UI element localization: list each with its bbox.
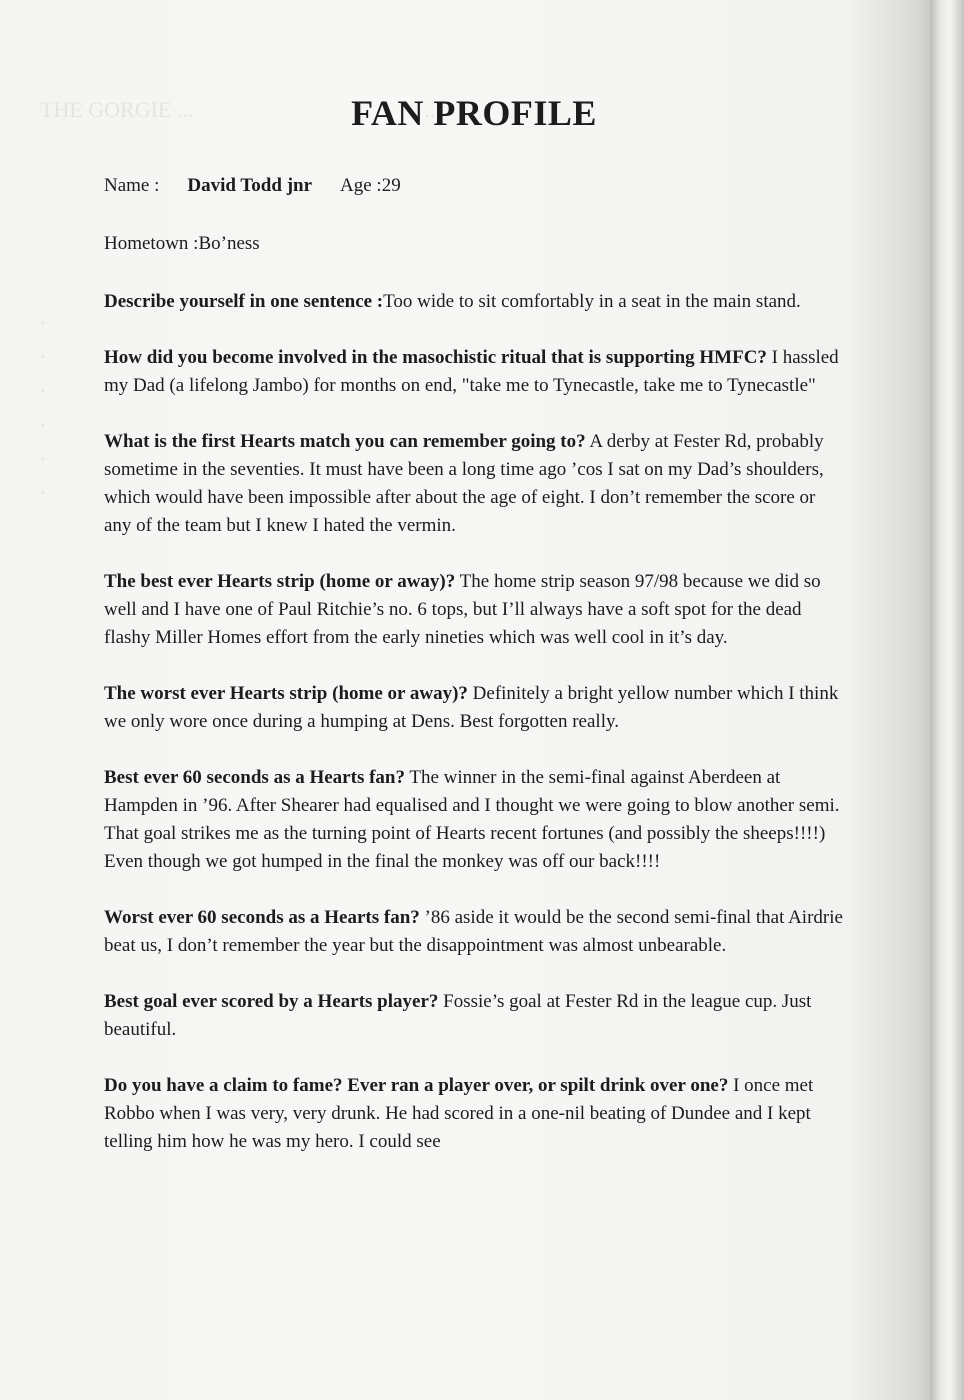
question: Describe yourself in one sentence : — [104, 291, 384, 312]
answer: Definitely a bright yellow number which I think we only wore once during a humping at Dens. Best forgotten really. — [104, 683, 839, 732]
question: Best goal ever scored by a Hearts player? — [104, 991, 439, 1012]
question: Do you have a claim to fame? Ever ran a player over, or spilt drink over one? — [104, 1075, 729, 1096]
qa-item — [104, 988, 844, 1044]
page-edge-shadow — [930, 0, 964, 1400]
qa-item — [104, 904, 844, 960]
question: Best ever 60 seconds as a Hearts fan? — [104, 767, 405, 788]
answer: I hassled my Dad (a lifelong Jambo) for months on end, "take me to Tynecastle, take me to Tynecastle" — [104, 347, 839, 396]
reverse-side-show-through: . . . . . . — [40, 304, 46, 499]
answer: Fossie’s goal at Fester Rd in the league cup. Just beautiful. — [104, 991, 812, 1040]
answer: The winner in the semi-final against Aberdeen at Hampden in ’96. After Shearer had equalised and I thought we were going to blow another semi. That goal strikes me as the turning point of Hearts recent fortunes (and possibly the sheeps!!!!) Even though we got humped in the final the monkey was off our back!!!! — [104, 767, 840, 872]
question: How did you become involved in the masochistic ritual that is supporting HMFC? — [104, 347, 767, 368]
question: What is the first Hearts match you can remember going to? — [104, 431, 586, 452]
qa-item — [104, 428, 844, 540]
qa-item — [104, 568, 844, 652]
answer: The home strip season 97/98 because we did so well and I have one of Paul Ritchie’s no. 6 tops, but I’ll always have a soft spot for the dead flashy Miller Homes effort from the early nineties which was well cool in it’s day. — [104, 571, 821, 648]
hometown-row: Hometown :Bo’ness — [104, 233, 260, 254]
qa-item — [104, 344, 844, 400]
answer: ’86 aside it would be the second semi-final that Airdrie beat us, I don’t remember the year but the disappointment was almost unbearable. — [104, 907, 843, 956]
name-label: Name : — [104, 175, 160, 196]
qa-item — [104, 1072, 844, 1156]
article — [104, 92, 844, 1184]
answer: I once met Robbo when I was very, very drunk. He had scored in a one-nil beating of Dundee and I kept telling him how he was my hero. I could see — [104, 1075, 814, 1152]
reverse-side-show-through: THE GORGIE ... ... — [40, 97, 441, 122]
name-row — [104, 172, 844, 200]
answer: A derby at Fester Rd, probably sometime in the seventies. It must have been a long time ago ’cos I sat on my Dad’s shoulders, which would have been impossible after about the age of eight. I don’t remember the score or any of the team but I knew I hated the vermin. — [104, 431, 824, 536]
qa-item — [104, 680, 844, 736]
question: The worst ever Hearts strip (home or away)? — [104, 683, 468, 704]
qa-item — [104, 288, 844, 316]
question: The best ever Hearts strip (home or away)? — [104, 571, 456, 592]
page-title: FAN PROFILE — [351, 93, 597, 133]
answer: Too wide to sit comfortably in a seat in the main stand. — [383, 291, 801, 312]
age-label: Age :29 — [340, 175, 401, 196]
question: Worst ever 60 seconds as a Hearts fan? — [104, 907, 420, 928]
qa-item — [104, 764, 844, 876]
name-value: David Todd jnr — [187, 175, 313, 196]
